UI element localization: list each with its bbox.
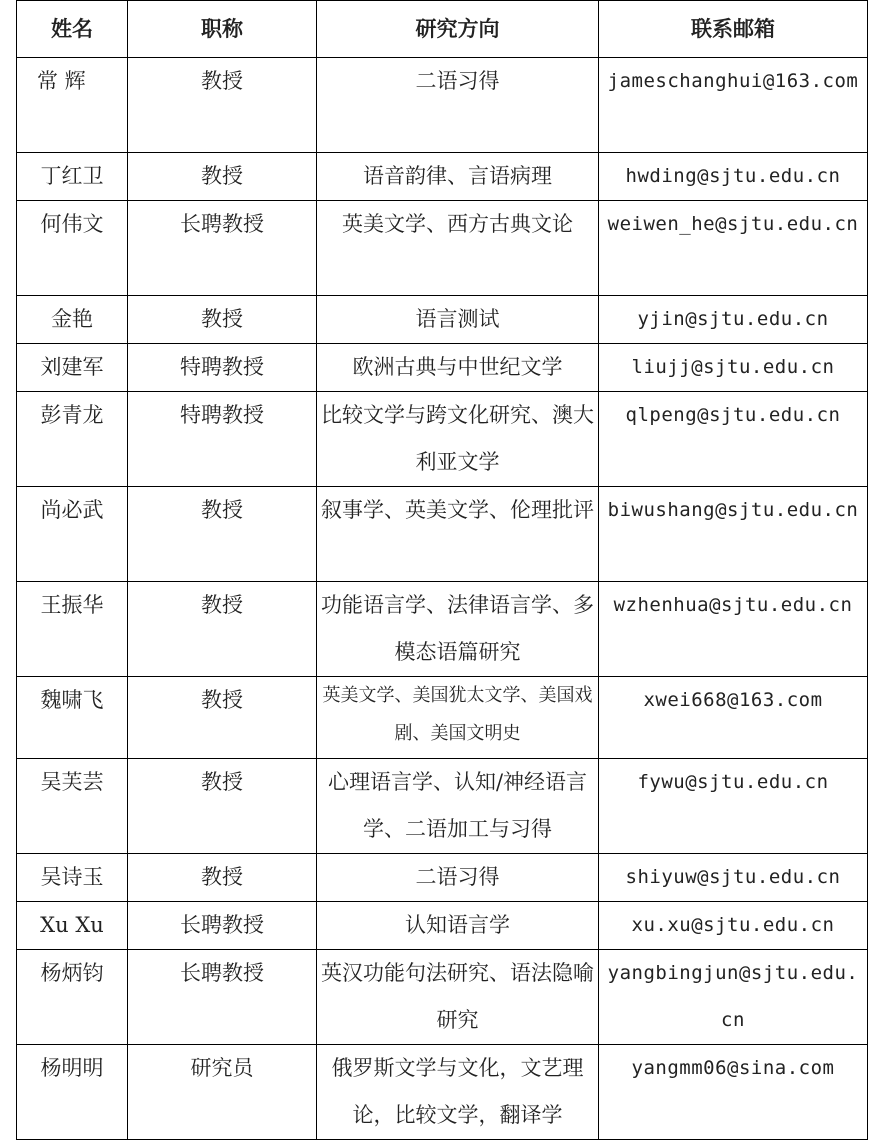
cell-email: yangmm06@sina.com	[599, 1045, 868, 1140]
cell-email: fywu@sjtu.edu.cn	[599, 759, 868, 854]
table-row	[17, 902, 868, 950]
header-research: 研究方向	[317, 1, 599, 58]
cell-title: 教授	[128, 759, 317, 854]
table-row	[17, 58, 868, 153]
header-email: 联系邮箱	[599, 1, 868, 58]
cell-research: 语音韵律、言语病理	[317, 153, 599, 201]
cell-name: 彭青龙	[17, 392, 128, 487]
cell-research: 比较文学与跨文化研究、澳大利亚文学	[317, 392, 599, 487]
cell-name: 杨炳钧	[17, 950, 128, 1045]
cell-research: 二语习得	[317, 854, 599, 902]
table-row	[17, 677, 868, 759]
table-row	[17, 759, 868, 854]
cell-email: hwding@sjtu.edu.cn	[599, 153, 868, 201]
table-row	[17, 296, 868, 344]
table-row	[17, 487, 868, 582]
cell-name: 何伟文	[17, 201, 128, 296]
cell-name: 常 辉	[17, 58, 128, 153]
cell-name: Xu Xu	[17, 902, 128, 950]
cell-title: 教授	[128, 296, 317, 344]
cell-name: 王振华	[17, 582, 128, 677]
cell-research: 功能语言学、法律语言学、多模态语篇研究	[317, 582, 599, 677]
cell-email: xu.xu@sjtu.edu.cn	[599, 902, 868, 950]
table-row	[17, 344, 868, 392]
cell-title: 教授	[128, 582, 317, 677]
cell-name: 丁红卫	[17, 153, 128, 201]
table-header-row	[17, 1, 868, 58]
cell-email: weiwen_he@sjtu.edu.cn	[599, 201, 868, 296]
cell-title: 长聘教授	[128, 902, 317, 950]
cell-name: 魏啸飞	[17, 677, 128, 759]
table-row	[17, 1045, 868, 1140]
faculty-table	[16, 0, 868, 1140]
cell-title: 长聘教授	[128, 950, 317, 1045]
cell-title: 特聘教授	[128, 344, 317, 392]
cell-title: 特聘教授	[128, 392, 317, 487]
cell-research: 认知语言学	[317, 902, 599, 950]
cell-email: yangbingjun@sjtu.edu.cn	[599, 950, 868, 1045]
cell-email: wzhenhua@sjtu.edu.cn	[599, 582, 868, 677]
table-row	[17, 950, 868, 1045]
cell-research: 叙事学、英美文学、伦理批评	[317, 487, 599, 582]
cell-title: 长聘教授	[128, 201, 317, 296]
cell-name: 吴芙芸	[17, 759, 128, 854]
cell-research: 俄罗斯文学与文化，文艺理论，比较文学，翻译学	[317, 1045, 599, 1140]
cell-research: 英美文学、西方古典文论	[317, 201, 599, 296]
cell-email: jameschanghui@163.com	[599, 58, 868, 153]
cell-email: liujj@sjtu.edu.cn	[599, 344, 868, 392]
header-name: 姓名	[17, 1, 128, 58]
table-row	[17, 392, 868, 487]
cell-email: qlpeng@sjtu.edu.cn	[599, 392, 868, 487]
cell-title: 教授	[128, 677, 317, 759]
cell-name: 尚必武	[17, 487, 128, 582]
cell-research: 英汉功能句法研究、语法隐喻研究	[317, 950, 599, 1045]
cell-title: 教授	[128, 854, 317, 902]
cell-email: shiyuw@sjtu.edu.cn	[599, 854, 868, 902]
cell-email: biwushang@sjtu.edu.cn	[599, 487, 868, 582]
table-row	[17, 582, 868, 677]
cell-email: yjin@sjtu.edu.cn	[599, 296, 868, 344]
cell-title: 研究员	[128, 1045, 317, 1140]
cell-title: 教授	[128, 487, 317, 582]
cell-title: 教授	[128, 58, 317, 153]
cell-email: xwei668@163.com	[599, 677, 868, 759]
cell-research: 欧洲古典与中世纪文学	[317, 344, 599, 392]
header-title: 职称	[128, 1, 317, 58]
cell-research: 语言测试	[317, 296, 599, 344]
table-row	[17, 201, 868, 296]
cell-research: 心理语言学、认知/神经语言学、二语加工与习得	[317, 759, 599, 854]
table-row	[17, 153, 868, 201]
cell-title: 教授	[128, 153, 317, 201]
cell-research: 二语习得	[317, 58, 599, 153]
cell-name: 杨明明	[17, 1045, 128, 1140]
cell-research: 英美文学、美国犹太文学、美国戏剧、美国文明史	[317, 677, 599, 759]
cell-name: 金艳	[17, 296, 128, 344]
cell-name: 吴诗玉	[17, 854, 128, 902]
cell-name: 刘建军	[17, 344, 128, 392]
table-row	[17, 854, 868, 902]
